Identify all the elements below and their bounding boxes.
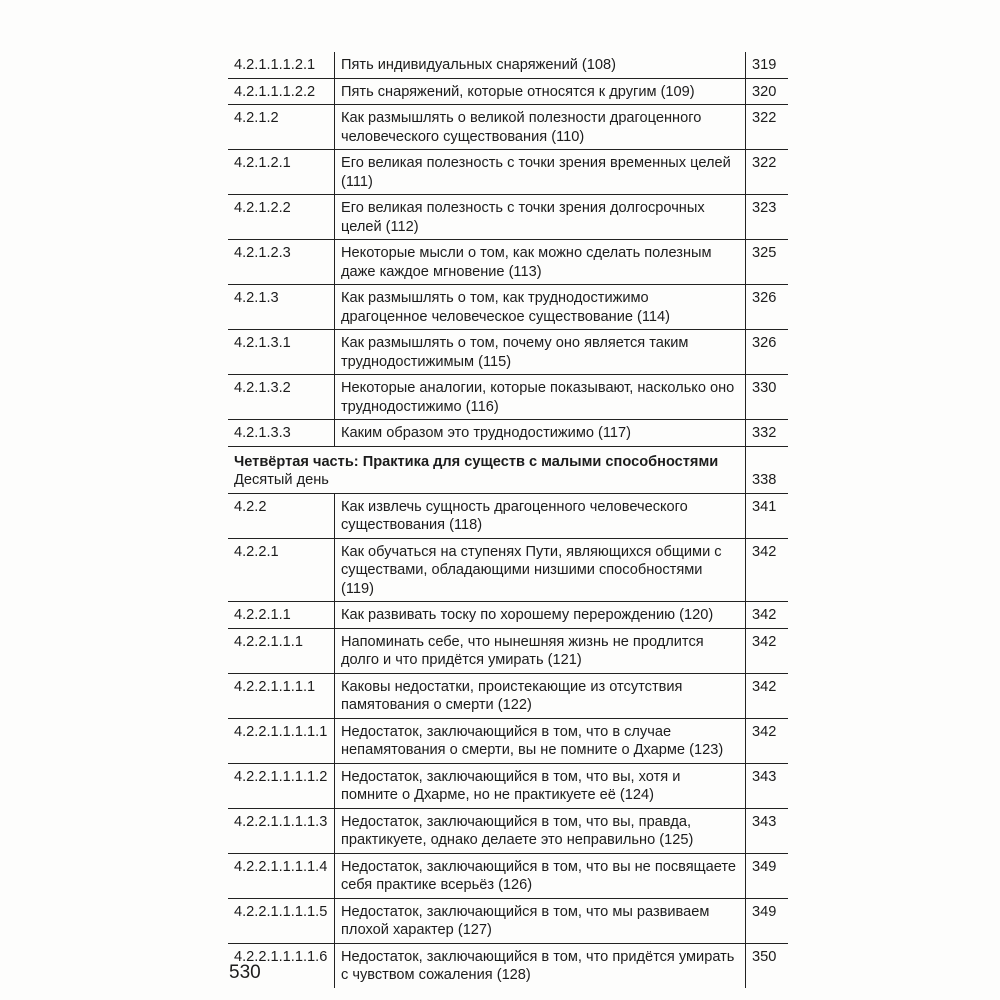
toc-entry-title: Как извлечь сущность драгоценного человеческого существования (118) [335, 493, 746, 538]
toc-row [228, 78, 788, 105]
toc-entry-title: Недостаток, заключающийся в том, что вы не посвящаете себя практике всерьёз (126) [335, 853, 746, 898]
toc-entry-title: Как развивать тоску по хорошему перерождению (120) [335, 602, 746, 629]
toc-row [228, 52, 788, 78]
toc-section-before [228, 52, 788, 446]
toc-entry-page: 343 [746, 808, 789, 853]
toc-entry-number: 4.2.1.2.3 [228, 240, 335, 285]
toc-entry-title: Как размышлять о том, как труднодостижимо драгоценное человеческое существование (114) [335, 285, 746, 330]
toc-row [228, 195, 788, 240]
toc-row [228, 943, 788, 988]
toc-entry-number: 4.2.2 [228, 493, 335, 538]
toc-row [228, 420, 788, 447]
toc-entry-number: 4.2.2.1.1.1.1.6 [234, 948, 328, 965]
page-number: 530 [229, 962, 261, 983]
toc-row [228, 718, 788, 763]
toc-entry-page: 342 [746, 628, 789, 673]
toc-entry-title: Некоторые мысли о том, как можно сделать полезным даже каждое мгновение (113) [335, 240, 746, 285]
toc-entry-title: Недостаток, заключающийся в том, что мы развиваем плохой характер (127) [335, 898, 746, 943]
part-page-number: 338 [746, 446, 789, 493]
toc-entry-page: 330 [746, 375, 789, 420]
toc-row [228, 602, 788, 629]
toc-entry-page: 322 [746, 105, 789, 150]
toc-entry-title: Каким образом это труднодостижимо (117) [335, 420, 746, 447]
toc-entry-page: 323 [746, 195, 789, 240]
toc-entry-page: 342 [746, 602, 789, 629]
toc-entry-number: 4.2.2.1.1.1.1.3 [228, 808, 335, 853]
part-title: Четвёртая часть: Практика для существ с малыми способностями [234, 453, 719, 470]
toc-entry-title: Недостаток, заключающийся в том, что придётся умирать с чувством сожаления (128) [335, 943, 746, 988]
toc-entry-number: 4.2.1.3.2 [228, 375, 335, 420]
toc-entry-page: 342 [746, 718, 789, 763]
toc-entry-number: 4.2.2.1.1.1 [228, 628, 335, 673]
toc-row [228, 330, 788, 375]
toc-row [228, 493, 788, 538]
toc-entry-page: 343 [746, 763, 789, 808]
toc-entry-page: 349 [746, 853, 789, 898]
toc-entry-title: Как обучаться на ступенях Пути, являющихся общими с существами, обладающими низшими способностями (119) [335, 538, 746, 602]
toc-entry-title: Его великая полезность с точки зрения долгосрочных целей (112) [335, 195, 746, 240]
toc-entry-page: 342 [746, 538, 789, 602]
toc-entry-page: 322 [746, 150, 789, 195]
toc-entry-number: 4.2.2.1.1.1.1.5 [228, 898, 335, 943]
toc-row [228, 763, 788, 808]
toc-entry-number: 4.2.2.1.1.1.1.2 [228, 763, 335, 808]
toc-row [228, 673, 788, 718]
toc-entry-title: Каковы недостатки, проистекающие из отсутствия памятования о смерти (122) [335, 673, 746, 718]
toc-entry-number: 4.2.2.1.1 [228, 602, 335, 629]
toc-entry-number: 4.2.1.1.1.2.1 [228, 52, 335, 78]
toc-entry-number: 4.2.1.3.3 [228, 420, 335, 447]
toc-row [228, 853, 788, 898]
toc-entry-title: Недостаток, заключающийся в том, что вы, правда, практикуете, однако делаете это неправильно (125) [335, 808, 746, 853]
toc-entry-title: Как размышлять о том, почему оно является таким труднодостижимым (115) [335, 330, 746, 375]
toc-entry-title: Некоторые аналогии, которые показывают, насколько оно труднодостижимо (116) [335, 375, 746, 420]
toc-entry-title: Напоминать себе, что нынешняя жизнь не продлится долго и что придётся умирать (121) [335, 628, 746, 673]
toc-entry-number: 4.2.1.3 [228, 285, 335, 330]
toc-entry-page: 326 [746, 330, 789, 375]
part-subtitle: Десятый день [234, 472, 329, 488]
toc-entry-page: 341 [746, 493, 789, 538]
toc-row [228, 105, 788, 150]
toc-row [228, 375, 788, 420]
toc-entry-page: 325 [746, 240, 789, 285]
toc-part-section [228, 446, 788, 493]
toc-entry-title: Пять индивидуальных снаряжений (108) [335, 52, 746, 78]
toc-entry-page: 332 [746, 420, 789, 447]
toc-entry-number: 4.2.1.3.1 [228, 330, 335, 375]
toc-entry-number: 4.2.2.1 [228, 538, 335, 602]
toc-entry-title: Недостаток, заключающийся в том, что вы, хотя и помните о Дхарме, но не практикуете её (124) [335, 763, 746, 808]
toc-row [228, 898, 788, 943]
toc-entry-title: Недостаток, заключающийся в том, что в случае непамятования о смерти, вы не помните о Дхарме (123) [335, 718, 746, 763]
toc-entry-number: 4.2.1.2.2 [228, 195, 335, 240]
toc-row [228, 285, 788, 330]
toc-row [228, 240, 788, 285]
toc-entry-page: 349 [746, 898, 789, 943]
toc-entry-page: 320 [746, 78, 789, 105]
toc-row [228, 150, 788, 195]
toc-entry-title: Его великая полезность с точки зрения временных целей (111) [335, 150, 746, 195]
toc-entry-title: Пять снаряжений, которые относятся к другим (109) [335, 78, 746, 105]
toc-entry-title: Как размышлять о великой полезности драгоценного человеческого существования (110) [335, 105, 746, 150]
toc-entry-number: 4.2.2.1.1.1.1.1 [228, 718, 335, 763]
toc-entry-number: 4.2.1.1.1.2.2 [228, 78, 335, 105]
toc-entry-number: 4.2.2.1.1.1.1 [228, 673, 335, 718]
toc-entry-number: 4.2.1.2 [228, 105, 335, 150]
table-of-contents [228, 52, 788, 988]
toc-row [228, 538, 788, 602]
toc-entry-number: 4.2.1.2.1 [228, 150, 335, 195]
part-heading-cell [228, 446, 746, 493]
toc-entry-number: 4.2.2.1.1.1.1.4 [228, 853, 335, 898]
toc-entry-page: 326 [746, 285, 789, 330]
toc-row [228, 808, 788, 853]
toc-row [228, 628, 788, 673]
toc-section-after [228, 493, 788, 988]
toc-entry-page: 319 [746, 52, 789, 78]
part-heading-row [228, 446, 788, 493]
toc-entry-page: 350 [746, 943, 789, 988]
toc-entry-page: 342 [746, 673, 789, 718]
